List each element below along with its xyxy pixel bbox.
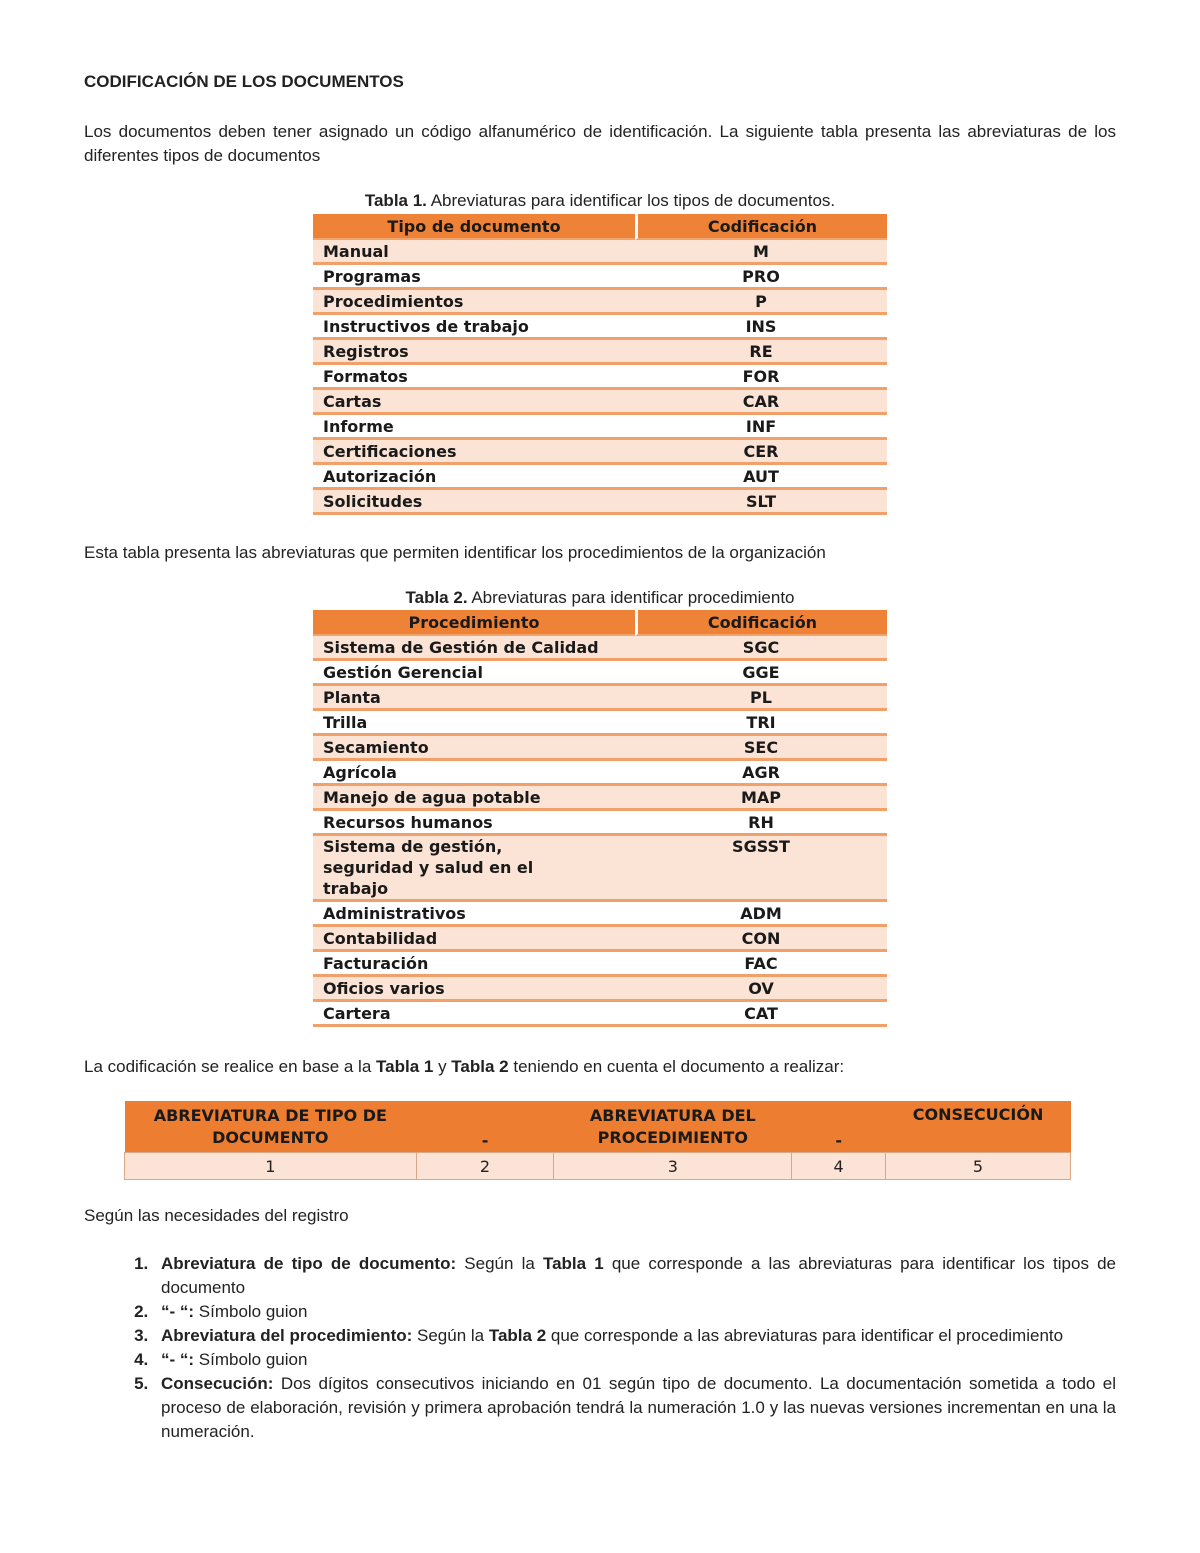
table2-name-cell: Facturación xyxy=(313,952,635,977)
table2-code-cell: MAP xyxy=(635,786,887,811)
table2-code-cell: SEC xyxy=(635,736,887,761)
step-item xyxy=(153,1324,1116,1348)
table2-name-cell: Secamiento xyxy=(313,736,635,761)
structure-header-consecution: CONSECUCIÓN xyxy=(886,1101,1071,1153)
table2-name-cell: Contabilidad xyxy=(313,927,635,952)
table1-code-cell: PRO xyxy=(635,265,887,290)
table-row xyxy=(313,811,887,836)
table1-name-cell: Cartas xyxy=(313,390,635,415)
table2-intro-paragraph: Esta tabla presenta las abreviaturas que permiten identificar los procedimientos de la organización xyxy=(84,543,826,562)
table-row xyxy=(313,952,887,977)
table-row xyxy=(313,415,887,440)
table-row xyxy=(313,365,887,390)
table1-code-cell: INS xyxy=(635,315,887,340)
table2-caption-text: Abreviaturas para identificar procedimiento xyxy=(467,588,795,607)
table1-code-cell: FOR xyxy=(635,365,887,390)
table1-code-cell: AUT xyxy=(635,465,887,490)
table2-code-cell: ADM xyxy=(635,902,887,927)
table2-header-row xyxy=(313,610,887,636)
structure-number-3: 3 xyxy=(554,1153,792,1180)
table2-name-cell: Oficios varios xyxy=(313,977,635,1002)
structure-header-procedure: ABREVIATURA DEL PROCEDIMIENTO xyxy=(554,1101,792,1153)
step-3-bold2: Tabla 2 xyxy=(488,1326,547,1345)
step-2-pre: Símbolo guion xyxy=(194,1302,308,1321)
table2-procedures xyxy=(313,610,887,1027)
table2-name-cell: Manejo de agua potable xyxy=(313,786,635,811)
table1-header-type: Tipo de documento xyxy=(313,214,635,240)
structure-number-2: 2 xyxy=(416,1153,554,1180)
table2-name-cell: Planta xyxy=(313,686,635,711)
table-row xyxy=(313,340,887,365)
table2-code-cell: OV xyxy=(635,977,887,1002)
table2-code-cell: AGR xyxy=(635,761,887,786)
table1-code-cell: CAR xyxy=(635,390,887,415)
table-row xyxy=(313,686,887,711)
table-row xyxy=(313,440,887,465)
table2-code-cell: SGC xyxy=(635,636,887,661)
structure-header-dash-1: - xyxy=(416,1101,554,1153)
table2-name-cell: Cartera xyxy=(313,1002,635,1027)
table2-code-cell: SGSST xyxy=(635,836,887,902)
step-5-bold: Consecución: xyxy=(161,1374,274,1393)
step-item xyxy=(153,1372,1116,1444)
table-row xyxy=(313,265,887,290)
step-1-bold: Abreviatura de tipo de documento: xyxy=(161,1254,457,1273)
step-3-bold: Abreviatura del procedimiento: xyxy=(161,1326,413,1345)
table-row xyxy=(313,902,887,927)
table2-code-cell: GGE xyxy=(635,661,887,686)
table1-document-types xyxy=(313,214,887,515)
table2-name-cell: Agrícola xyxy=(313,761,635,786)
table-row xyxy=(313,390,887,415)
table-row xyxy=(313,836,887,902)
step-3-post: que corresponde a las abreviaturas para identificar el procedimiento xyxy=(546,1326,1064,1345)
table1-name-cell: Instructivos de trabajo xyxy=(313,315,635,340)
table1-code-cell: CER xyxy=(635,440,887,465)
table1-caption-label: Tabla 1. xyxy=(364,191,427,210)
step-item xyxy=(153,1300,1116,1324)
step-item xyxy=(153,1252,1116,1300)
table1-caption-text: Abreviaturas para identificar los tipos de documentos. xyxy=(426,191,836,210)
table1-name-cell: Certificaciones xyxy=(313,440,635,465)
table2-code-cell: RH xyxy=(635,811,887,836)
table-row xyxy=(313,711,887,736)
table1-code-cell: RE xyxy=(635,340,887,365)
document-page xyxy=(84,70,1116,1444)
table1-body xyxy=(313,240,887,515)
needs-paragraph: Según las necesidades del registro xyxy=(84,1206,349,1225)
step-2-bold: “- “: xyxy=(161,1302,195,1321)
table1-code-cell: P xyxy=(635,290,887,315)
table1-code-cell: M xyxy=(635,240,887,265)
table2-name-cell: Administrativos xyxy=(313,902,635,927)
table2-caption xyxy=(84,587,1116,609)
step-1-pre: Según la xyxy=(456,1254,543,1273)
coding-text-2: y xyxy=(433,1057,452,1076)
table1-header-code: Codificación xyxy=(635,214,887,240)
table2-caption-label: Tabla 2. xyxy=(405,588,468,607)
intro-paragraph: Los documentos deben tener asignado un código alfanumérico de identificación. La siguiente tabla presenta las abreviaturas de los diferentes tipos de documentos xyxy=(84,122,1116,165)
structure-number-4: 4 xyxy=(792,1153,886,1180)
step-item xyxy=(153,1348,1116,1372)
structure-header-dash-2: - xyxy=(792,1101,886,1153)
code-structure-table xyxy=(124,1101,1071,1180)
table1-name-cell: Solicitudes xyxy=(313,490,635,515)
table-row xyxy=(313,927,887,952)
table2-header-code: Codificación xyxy=(635,610,887,636)
table1-name-cell: Programas xyxy=(313,265,635,290)
table-row xyxy=(313,490,887,515)
structure-number-5: 5 xyxy=(886,1153,1071,1180)
table1-name-cell: Registros xyxy=(313,340,635,365)
table-row xyxy=(313,736,887,761)
coding-bold-table2: Tabla 2 xyxy=(451,1057,509,1076)
table1-header-row xyxy=(313,214,887,240)
table-row xyxy=(313,636,887,661)
step-3-pre: Según la xyxy=(412,1326,489,1345)
coding-text-1: La codificación se realice en base a la xyxy=(84,1057,377,1076)
table-row xyxy=(313,761,887,786)
table-row xyxy=(313,465,887,490)
table1-caption xyxy=(84,190,1116,212)
table-row xyxy=(313,240,887,265)
table1-code-cell: INF xyxy=(635,415,887,440)
table2-header-procedure: Procedimiento xyxy=(313,610,635,636)
table2-name-cell: Gestión Gerencial xyxy=(313,661,635,686)
table2-code-cell: TRI xyxy=(635,711,887,736)
step-1-post: que corresponde a las abreviaturas para identificar los tipos de documento xyxy=(161,1254,1116,1297)
table-row xyxy=(313,977,887,1002)
structure-number-1: 1 xyxy=(125,1153,417,1180)
table2-code-cell: CON xyxy=(635,927,887,952)
table-row xyxy=(313,290,887,315)
table1-name-cell: Autorización xyxy=(313,465,635,490)
coding-paragraph xyxy=(84,1055,1116,1079)
coding-bold-table1: Tabla 1 xyxy=(376,1057,434,1076)
document-title: CODIFICACIÓN DE LOS DOCUMENTOS xyxy=(84,72,404,91)
step-4-bold: “- “: xyxy=(161,1350,195,1369)
table2-name-cell: Sistema de Gestión de Calidad xyxy=(313,636,635,661)
table2-code-cell: FAC xyxy=(635,952,887,977)
table1-name-cell: Manual xyxy=(313,240,635,265)
table2-code-cell: PL xyxy=(635,686,887,711)
table2-name-cell: Recursos humanos xyxy=(313,811,635,836)
steps-list xyxy=(84,1252,1116,1444)
table-row xyxy=(313,315,887,340)
code-structure-number-row xyxy=(125,1153,1071,1180)
structure-header-doc-type: ABREVIATURA DE TIPO DE DOCUMENTO xyxy=(125,1101,417,1153)
step-5-pre: Dos dígitos consecutivos iniciando en 01 según tipo de documento. La documentación sometida a todo el proceso de elaboración, revisión y primera aprobación tendrá la numeración 1.0 y las nuevas versiones incrementan en una la numeración. xyxy=(161,1374,1116,1441)
code-structure-header-row xyxy=(125,1101,1071,1153)
table1-code-cell: SLT xyxy=(635,490,887,515)
table2-body xyxy=(313,636,887,1027)
table2-name-cell: Sistema de gestión, seguridad y salud en el trabajo xyxy=(313,836,635,902)
table-row xyxy=(313,786,887,811)
table-row xyxy=(313,1002,887,1027)
coding-text-3: teniendo en cuenta el documento a realizar: xyxy=(508,1057,845,1076)
table1-name-cell: Formatos xyxy=(313,365,635,390)
step-4-pre: Símbolo guion xyxy=(194,1350,308,1369)
table1-name-cell: Informe xyxy=(313,415,635,440)
step-1-bold2: Tabla 1 xyxy=(542,1254,604,1273)
table-row xyxy=(313,661,887,686)
table2-name-cell: Trilla xyxy=(313,711,635,736)
table1-name-cell: Procedimientos xyxy=(313,290,635,315)
table2-code-cell: CAT xyxy=(635,1002,887,1027)
